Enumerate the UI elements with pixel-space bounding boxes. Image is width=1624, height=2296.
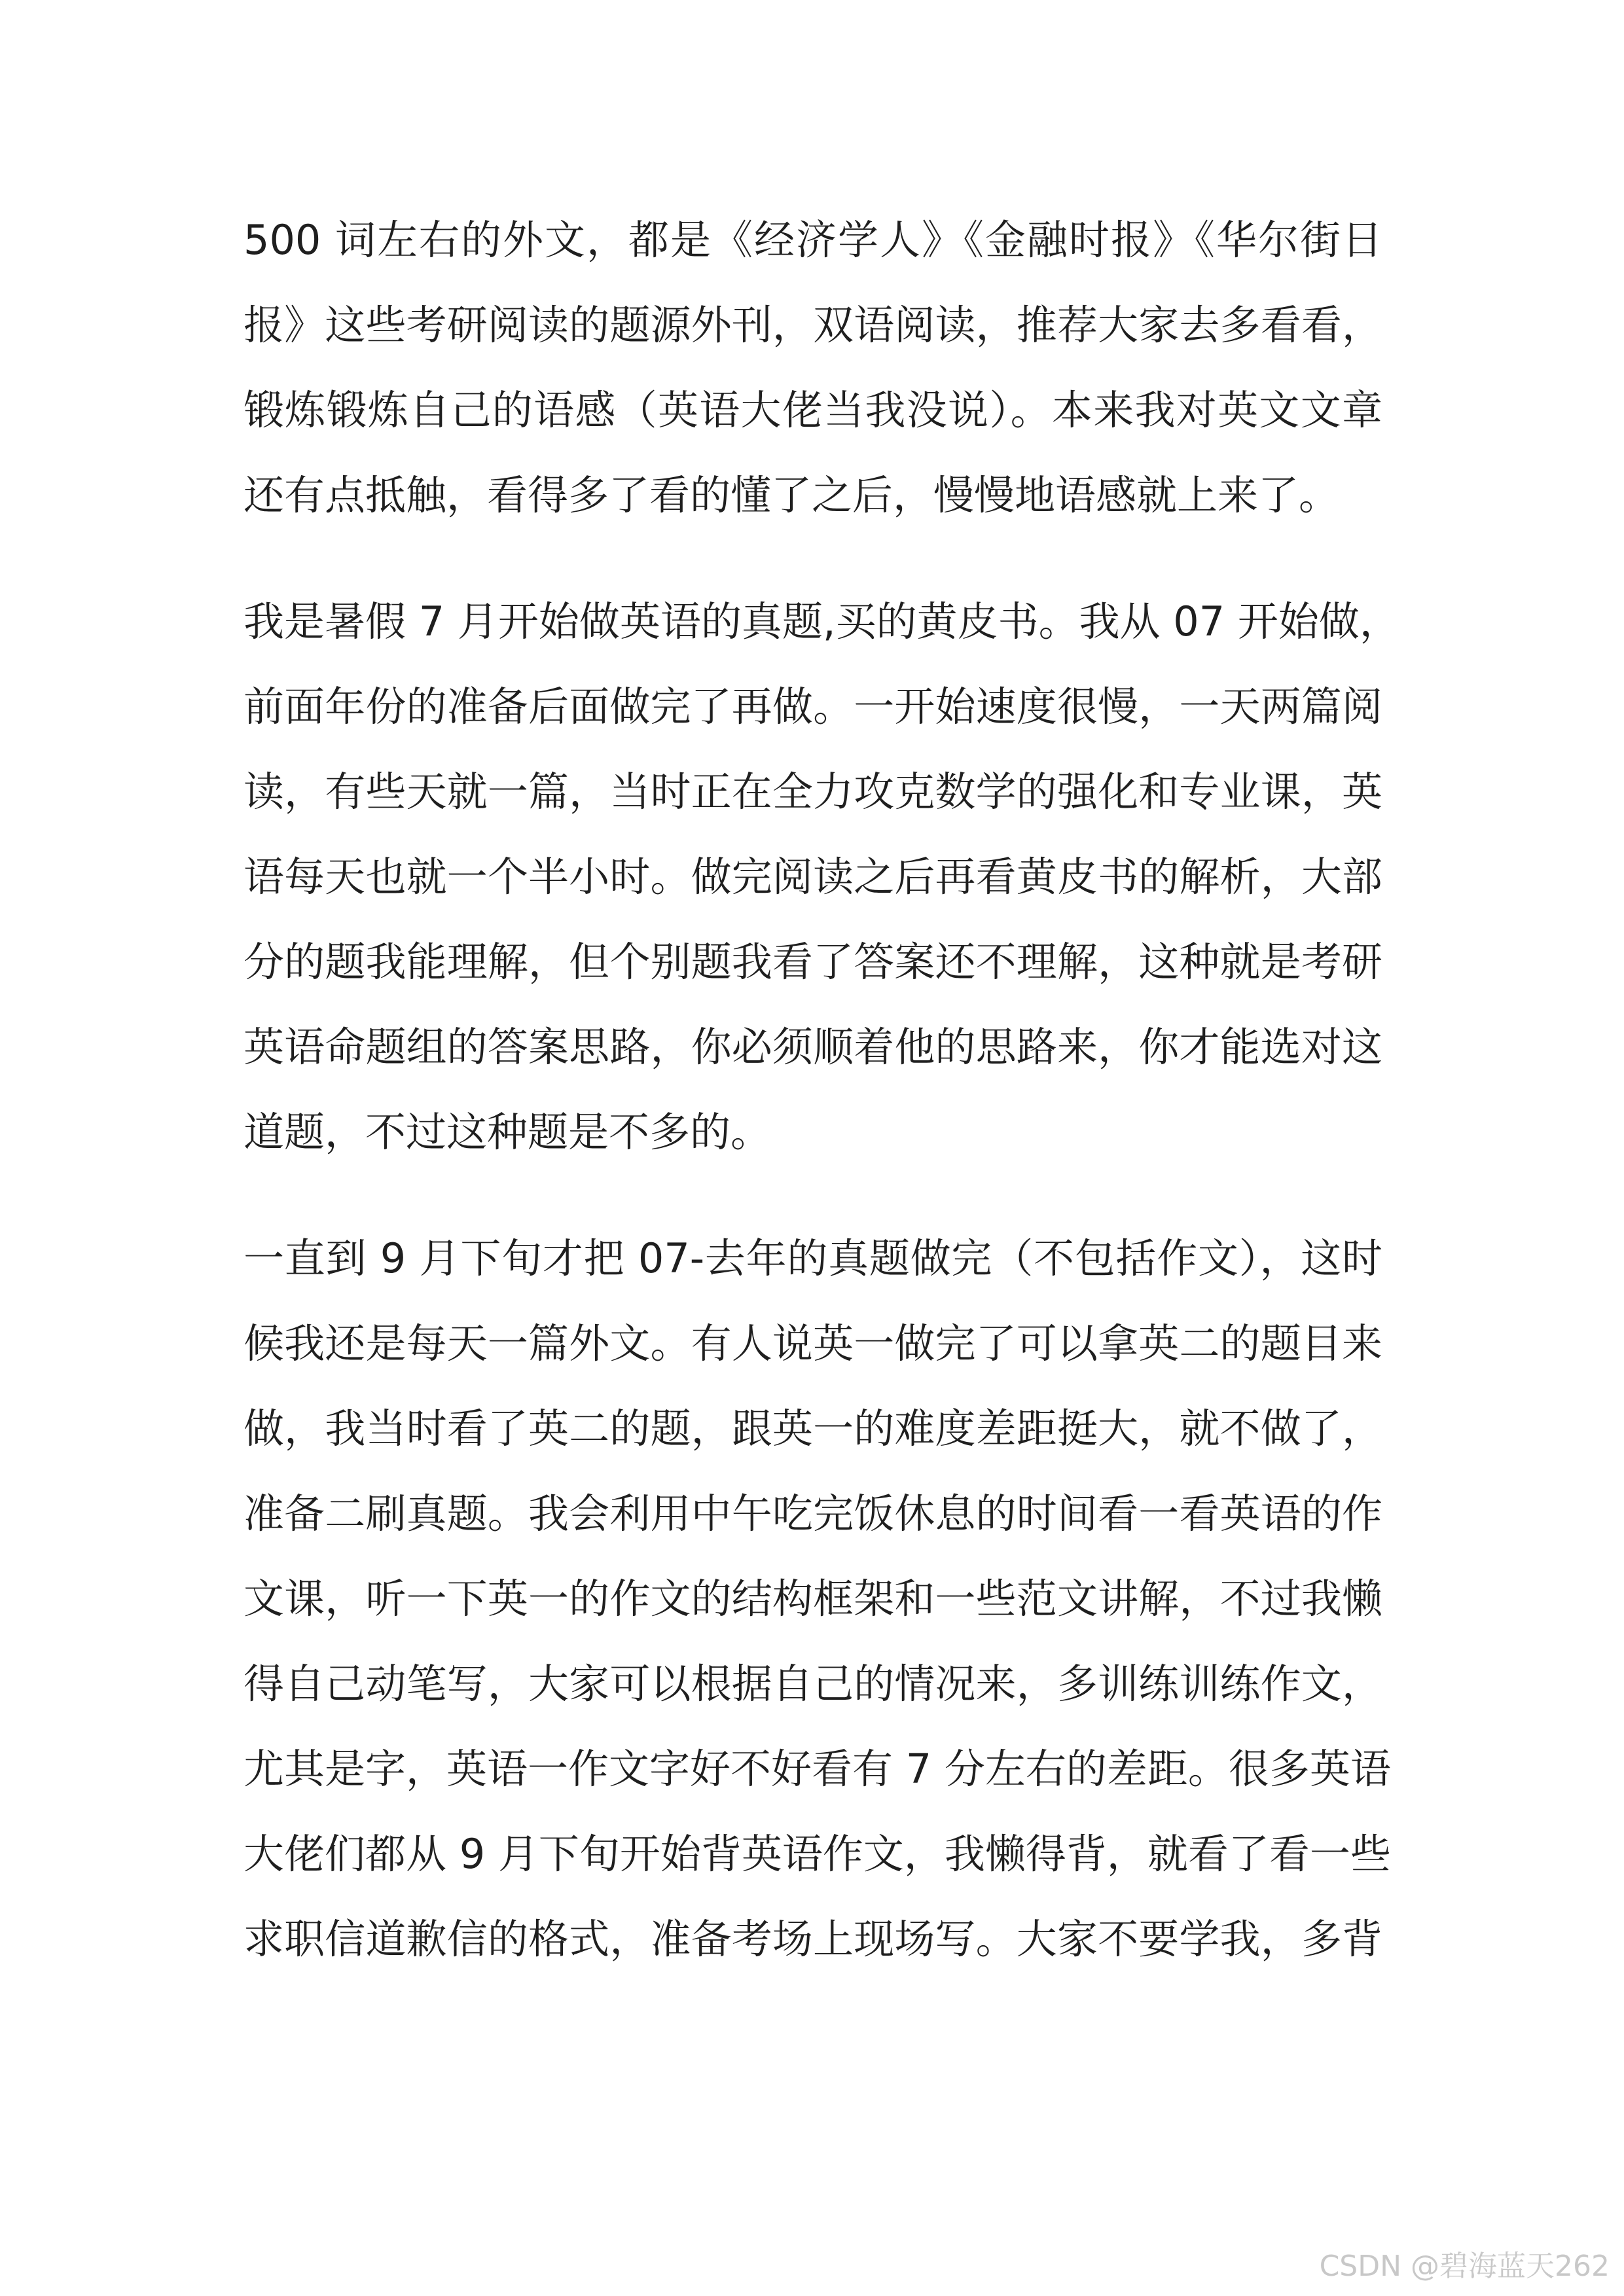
text-line: 锻炼锻炼自己的语感（英语大佬当我没说）。本来我对英文文章 bbox=[244, 386, 1382, 434]
text-line: 前面年份的准备后面做完了再做。一开始速度很慢，一天两篇阅 bbox=[244, 683, 1382, 730]
text-line: 还有点抵触，看得多了看的懂了之后，慢慢地语感就上来了。 bbox=[244, 471, 1340, 519]
text-line: 我是暑假 7 月开始做英语的真题,买的黄皮书。我从 07 开始做， bbox=[244, 598, 1400, 645]
text-line: 得自己动笔写，大家可以根据自己的情况来，多训练训练作文， bbox=[244, 1660, 1382, 1708]
text-line: 大佬们都从 9 月下旬开始背英语作文，我懒得背，就看了看一些 bbox=[244, 1830, 1391, 1878]
paragraph-2 bbox=[244, 579, 1400, 1175]
csdn-watermark: CSDN @碧海蓝天262 bbox=[1319, 2250, 1610, 2283]
text-line: 道题，不过这种题是不多的。 bbox=[244, 1108, 772, 1156]
text-line: 分的题我能理解，但个别题我看了答案还不理解，这种就是考研 bbox=[244, 938, 1382, 986]
text-line: 做，我当时看了英二的题，跟英一的难度差距挺大，就不做了， bbox=[244, 1405, 1382, 1452]
paragraph-3 bbox=[244, 1216, 1391, 1982]
text-line: 准备二刷真题。我会利用中午吃完饭休息的时间看一看英语的作 bbox=[244, 1490, 1382, 1537]
text-line: 求职信道歉信的格式，准备考场上现场写。大家不要学我，多背 bbox=[244, 1915, 1382, 1963]
text-line: 500 词左右的外文，都是《经济学人》《金融时报》《华尔街日 bbox=[244, 216, 1382, 264]
text-line: 读，有些天就一篇，当时正在全力攻克数学的强化和专业课，英 bbox=[244, 768, 1382, 816]
text-line: 语每天也就一个半小时。做完阅读之后再看黄皮书的解析，大部 bbox=[244, 853, 1382, 901]
text-line: 候我还是每天一篇外文。有人说英一做完了可以拿英二的题目来 bbox=[244, 1319, 1382, 1367]
text-line: 英语命题组的答案思路，你必须顺着他的思路来，你才能选对这 bbox=[244, 1023, 1382, 1071]
text-line: 文课，听一下英一的作文的结构框架和一些范文讲解，不过我懒 bbox=[244, 1575, 1382, 1623]
text-line: 报》这些考研阅读的题源外刊，双语阅读，推荐大家去多看看， bbox=[244, 301, 1382, 349]
paragraph-1 bbox=[244, 198, 1382, 538]
text-line: 一直到 9 月下旬才把 07-去年的真题做完（不包括作文），这时 bbox=[244, 1234, 1382, 1282]
text-line: 尤其是字，英语一作文字好不好看有 7 分左右的差距。很多英语 bbox=[244, 1745, 1391, 1793]
